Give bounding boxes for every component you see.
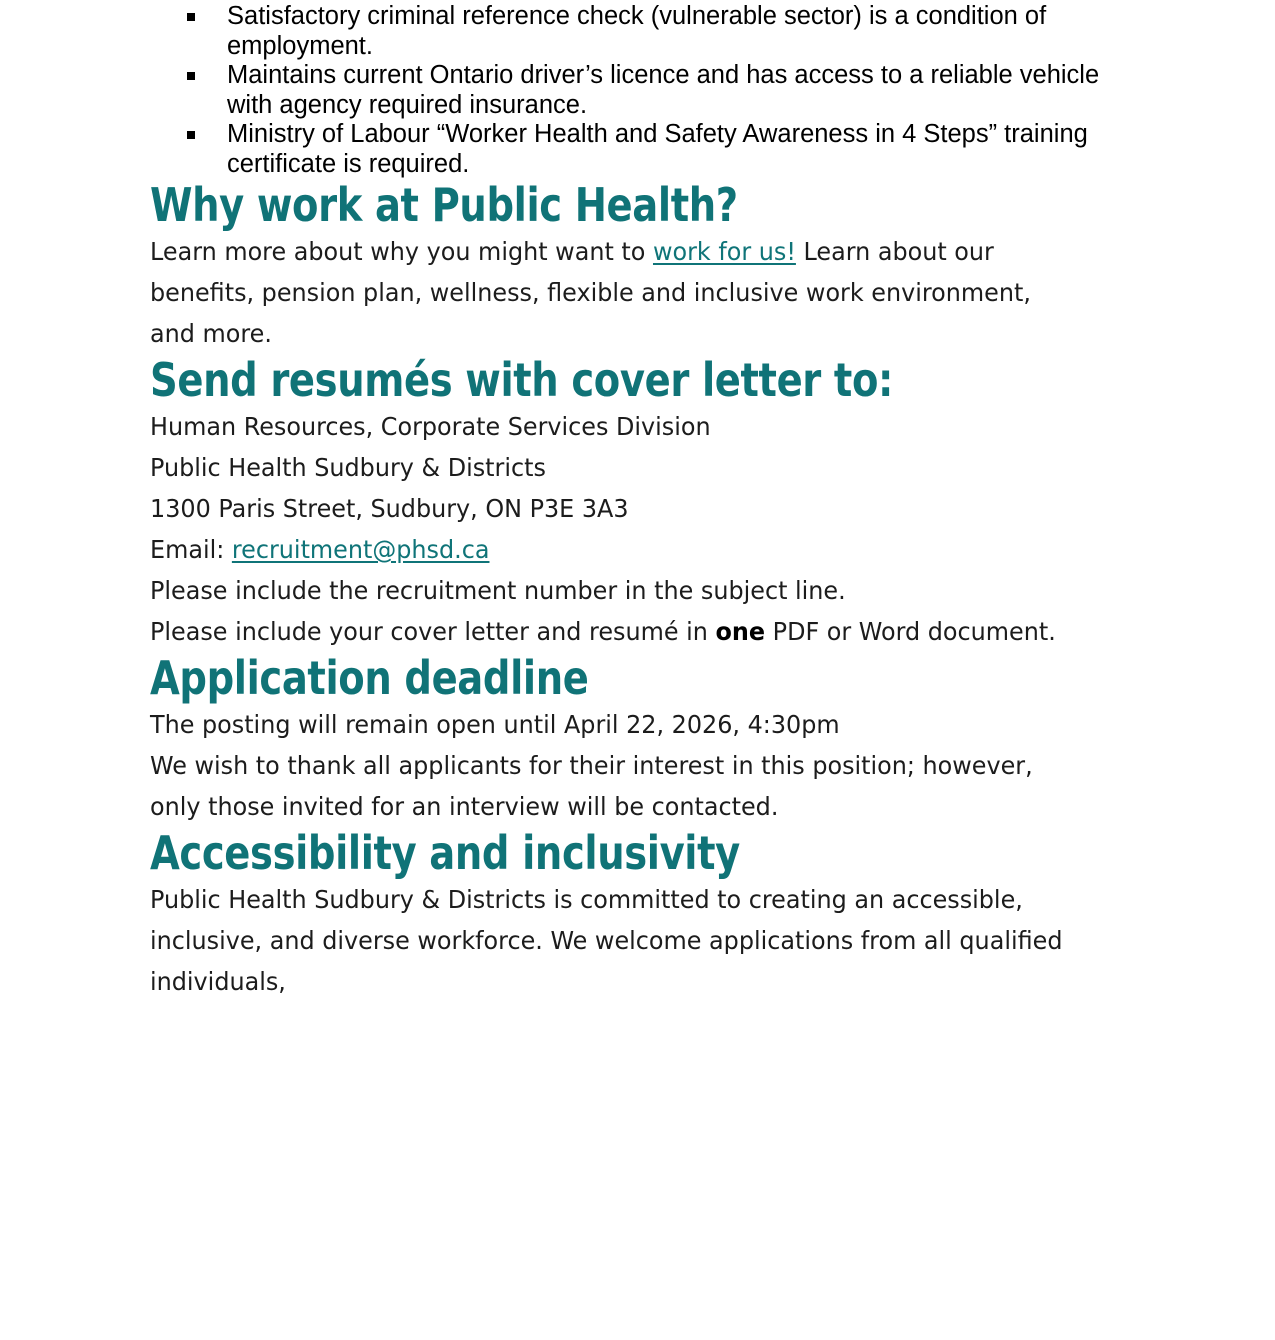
requirement-text: Maintains current Ontario driver’s licence and has access to a reliable vehicle with agency required insurance. [227, 61, 1100, 119]
requirement-text: Ministry of Labour “Worker Health and Safety Awareness in 4 Steps” training certificate is required. [227, 120, 1088, 178]
section-heading-application-deadline: Application deadline [150, 651, 589, 705]
address-line-division: Human Resources, Corporate Services Division [150, 412, 711, 441]
section-heading-accessibility: Accessibility and inclusivity [150, 826, 740, 880]
deadline-text: The posting will remain open until April 22, 2026, 4:30pm [150, 710, 840, 739]
accessibility-paragraph: Public Health Sudbury & Districts is committed to creating an accessible, inclusive, and diverse workforce. We welcome applications from all qualified individuals, [150, 885, 1063, 996]
list-item [150, 120, 1125, 179]
requirement-text: Satisfactory criminal reference check (vulnerable sector) is a condition of employment. [227, 2, 1047, 60]
instruction-text-before-bold: Please include your cover letter and resumé in [150, 617, 716, 646]
why-work-text-after-link: Learn about our benefits, pension plan, wellness, flexible and inclusive work environment, and more. [150, 237, 1031, 348]
address-line-organization: Public Health Sudbury & Districts [150, 453, 546, 482]
address-line-street: 1300 Paris Street, Sudbury, ON P3E 3A3 [150, 494, 629, 523]
thank-you-paragraph: We wish to thank all applicants for their interest in this position; however, only those invited for an interview will be contacted. [150, 751, 1033, 821]
work-for-us-link[interactable]: work for us! [652, 237, 796, 266]
recruitment-email-link[interactable]: recruitment@phsd.ca [231, 535, 490, 564]
instruction-document-format [150, 611, 1067, 652]
why-work-text-before-link: Learn more about why you might want to [150, 237, 653, 266]
why-work-paragraph [150, 231, 1067, 354]
square-bullet-icon [187, 13, 195, 21]
application-instructions [150, 570, 1067, 652]
email-line [150, 529, 1067, 570]
instruction-emphasis-one: one [715, 617, 766, 646]
square-bullet-icon [187, 72, 195, 80]
address-block [150, 406, 1067, 529]
email-label: Email: [150, 535, 232, 564]
instruction-text-after-bold: PDF or Word document. [765, 617, 1056, 646]
list-item [150, 2, 1125, 61]
list-item [150, 61, 1125, 120]
requirements-list [150, 0, 1125, 179]
section-heading-send-resumes: Send resumés with cover letter to: [150, 353, 894, 407]
square-bullet-icon [187, 131, 195, 139]
section-heading-why-work: Why work at Public Health? [150, 178, 738, 232]
instruction-subject-line: Please include the recruitment number in the subject line. [150, 576, 846, 605]
